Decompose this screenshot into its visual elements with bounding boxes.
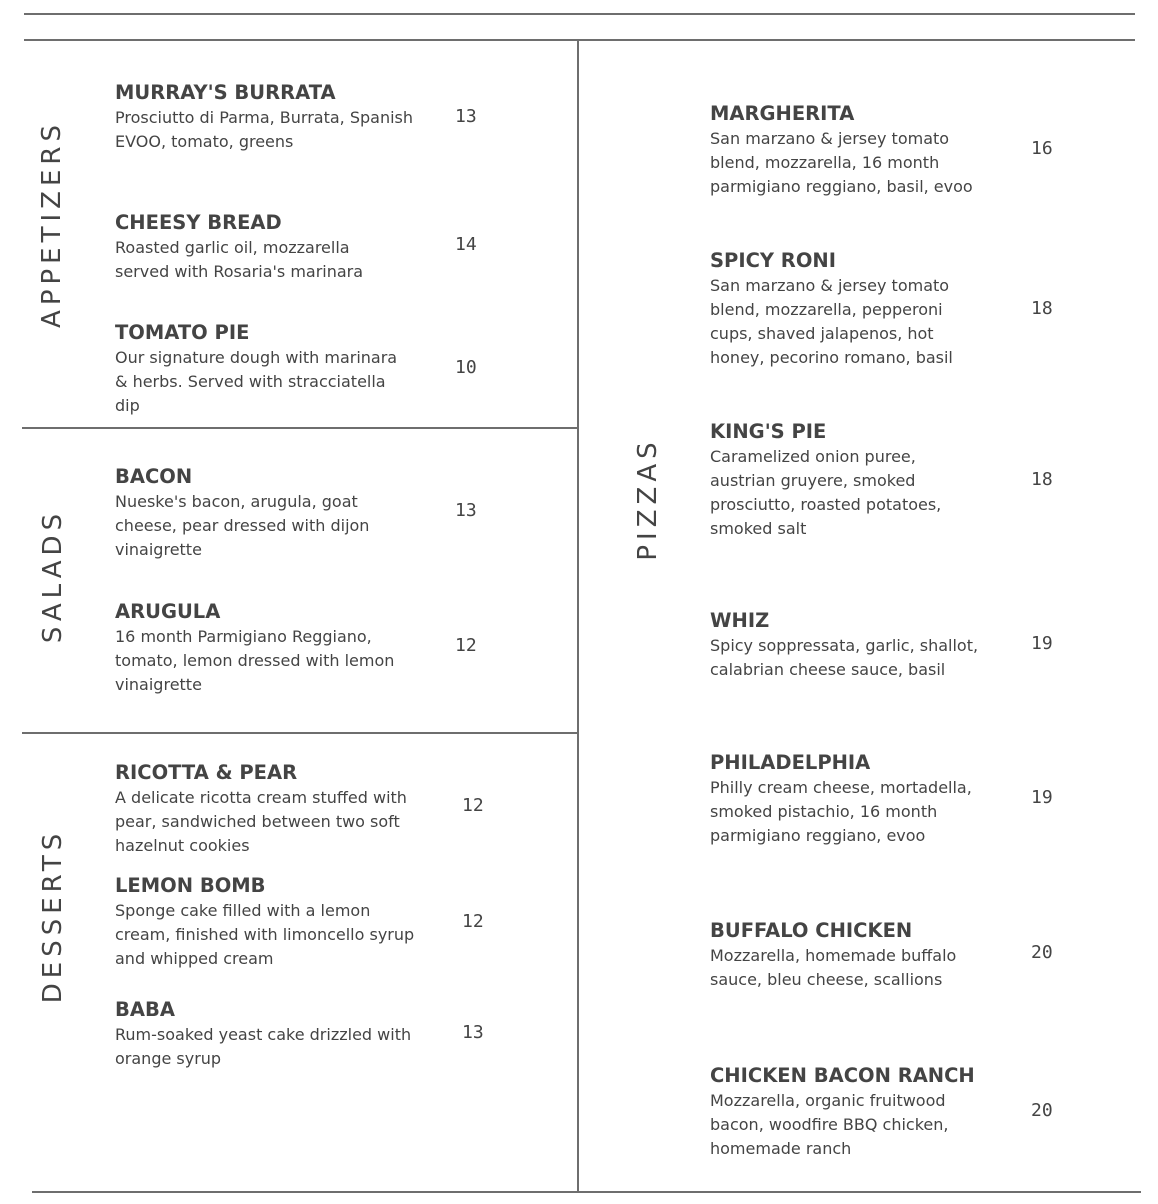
menu-item-cheesy-bread [115,210,405,284]
menu-item-kings-pie [710,419,975,541]
top-rule [24,13,1135,15]
menu-item-buffalo-chicken [710,918,1000,992]
item-description: Philly cream cheese, mortadella, smoked pistachio, 16 month parmigiano reggiano, evoo [710,778,972,845]
menu-item-bacon [115,464,405,562]
menu-item-lemon-bomb [115,873,415,971]
item-name: PHILADELPHIA [710,751,871,774]
bottom-rule [32,1191,1141,1193]
item-description: Spicy soppressata, garlic, shallot, calabrian cheese sauce, basil [710,636,979,679]
item-price: 12 [462,911,484,932]
item-price: 13 [462,1022,484,1043]
menu-item-spicy-roni [710,248,980,370]
salads-desserts-divider [22,732,578,734]
menu-item-ricotta-and-pear [115,760,435,858]
item-description: Our signature dough with marinara & herbs. Served with stracciatella dip [115,348,398,415]
item-name: CHICKEN BACON RANCH [710,1064,975,1087]
item-description: Prosciutto di Parma, Burrata, Spanish EVOO, tomato, greens [115,108,414,151]
item-description: San marzano & jersey tomato blend, mozzarella, 16 month parmigiano reggiano, basil, evoo [710,129,973,196]
item-price: 13 [455,106,477,127]
column-divider [577,40,579,1192]
menu-item-margherita [710,101,995,199]
item-description: Nueske's bacon, arugula, goat cheese, pear dressed with dijon vinaigrette [115,492,370,559]
item-name: TOMATO PIE [115,321,250,344]
item-description: Rum-soaked yeast cake drizzled with orange syrup [115,1025,412,1068]
section-label-desserts-text: DESSERTS [38,828,68,1004]
item-price: 12 [455,635,477,656]
item-name: MURRAY'S BURRATA [115,81,336,104]
item-price: 14 [455,234,477,255]
item-description: Mozzarella, organic fruitwood bacon, woodfire BBQ chicken, homemade ranch [710,1091,949,1158]
item-description: Roasted garlic oil, mozzarella served with Rosaria's marinara [115,238,364,281]
menu-item-tomato-pie [115,320,400,418]
item-description: San marzano & jersey tomato blend, mozzarella, pepperoni cups, shaved jalapenos, hot honey, pecorino romano, basil [710,276,953,367]
item-description: A delicate ricotta cream stuffed with pear, sandwiched between two soft hazelnut cookies [115,788,407,855]
item-description: 16 month Parmigiano Reggiano, tomato, lemon dressed with lemon vinaigrette [115,627,395,694]
item-price: 18 [1031,298,1053,319]
item-name: RICOTTA & PEAR [115,761,298,784]
item-price: 13 [455,500,477,521]
item-price: 19 [1031,787,1053,808]
item-name: ARUGULA [115,600,221,623]
item-description: Mozzarella, homemade buffalo sauce, bleu cheese, scallions [710,946,957,989]
item-price: 18 [1031,469,1053,490]
item-price: 20 [1031,1100,1053,1121]
item-name: BABA [115,998,175,1021]
item-name: BACON [115,465,193,488]
section-label-appetizers-text: APPETIZERS [37,120,67,328]
section-label-pizzas-text: PIZZAS [633,437,663,561]
menu-item-arugula [115,599,415,697]
item-name: MARGHERITA [710,102,855,125]
menu-item-philadelphia [710,750,1010,848]
appetizers-salads-divider [22,427,578,429]
item-name: CHEESY BREAD [115,211,282,234]
item-price: 12 [462,795,484,816]
item-name: LEMON BOMB [115,874,266,897]
item-description: Sponge cake filled with a lemon cream, finished with limoncello syrup and whipped cream [115,901,415,968]
item-price: 16 [1031,138,1053,159]
menu-item-chicken-bacon-ranch [710,1063,1000,1161]
section-label-salads-text: SALADS [38,508,68,644]
menu-item-murrays-burrata [115,80,415,154]
item-name: KING'S PIE [710,420,827,443]
item-price: 19 [1031,633,1053,654]
menu-item-baba [115,997,415,1071]
header-rule [24,39,1135,41]
menu-item-whiz [710,608,1010,682]
item-price: 20 [1031,942,1053,963]
item-description: Caramelized onion puree, austrian gruyere, smoked prosciutto, roasted potatoes, smoked salt [710,447,942,538]
item-name: SPICY RONI [710,249,836,272]
item-name: BUFFALO CHICKEN [710,919,913,942]
item-price: 10 [455,357,477,378]
item-name: WHIZ [710,609,770,632]
